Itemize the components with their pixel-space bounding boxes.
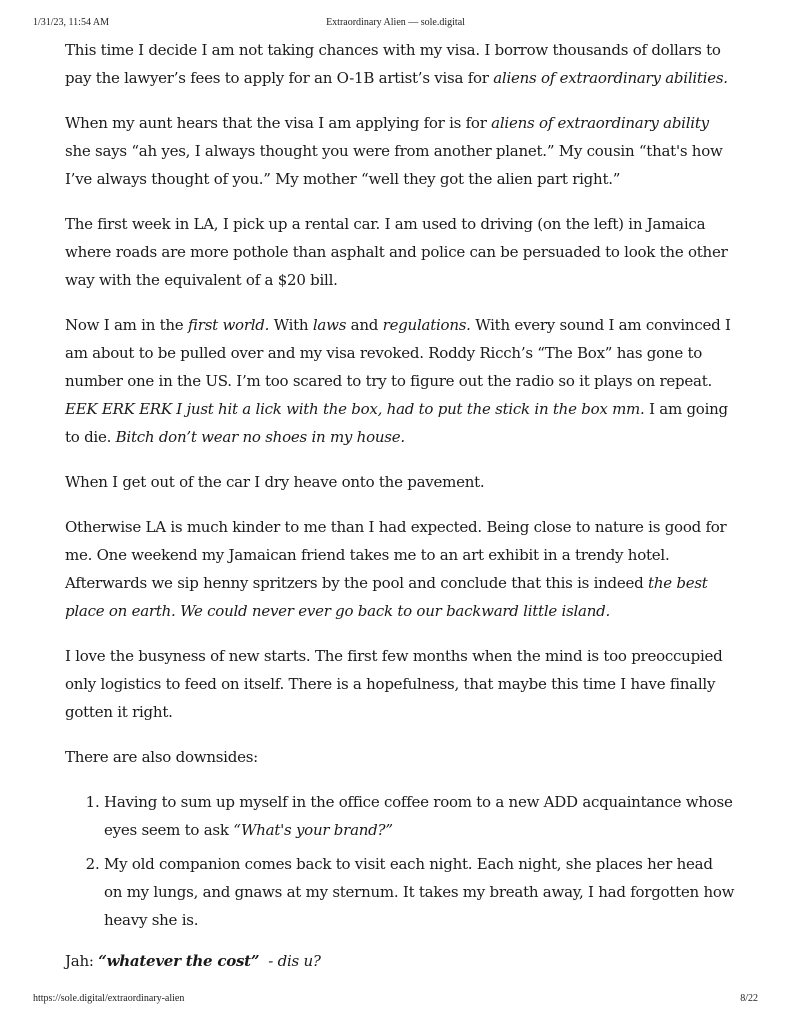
article-body <box>65 36 735 992</box>
emphasis: aliens of extraordinary abilities. <box>493 69 728 87</box>
print-datetime: 1/31/23, 11:54 AM <box>33 17 110 28</box>
print-footer <box>0 993 791 1007</box>
print-url: https://sole.digital/extraordinary-alien <box>33 993 185 1004</box>
emphasis: aliens of extraordinary ability <box>491 114 709 132</box>
paragraph-downsides: There are also downsides: <box>65 748 258 766</box>
emphasis: “What's your brand?” <box>233 821 393 839</box>
paragraph-rental-car: The first week in LA, I pick up a rental car. I am used to driving (on the left) in Jamaica where roads are more pothole than asphalt and police can be persuaded to look the other way with the equivalent of a $20 bill. <box>65 215 728 289</box>
lyrics-quote: Bitch don’t wear no shoes in my house. <box>115 428 405 446</box>
paragraph-jah: Jah: “whatever the cost” - dis u? <box>65 952 321 970</box>
emphasis: first world. <box>187 316 270 334</box>
print-header <box>0 17 791 31</box>
lyrics-quote: EEK ERK ERK I just hit a lick with the box, had to put the stick in the box mm. <box>65 400 645 418</box>
emphasis: laws <box>312 316 347 334</box>
paragraph-la-kinder: Otherwise LA is much kinder to me than I had expected. Being close to nature is good for me. One weekend my Jamaican friend takes me to an art exhibit in a trendy hotel. Afterwards we sip henny spritzers by the pool and conclude that this is indeed the best place on earth. We could never ever go back to our backward little island. <box>65 518 727 620</box>
strong-emphasis: “whatever the cost” <box>98 952 260 970</box>
paragraph-first-world: Now I am in the first world. With laws and regulations. With every sound I am convinced I am about to be pulled over and my visa revoked. Roddy Ricch’s “The Box” has gone to number one in the US. I’m too scared to try to figure out the radio so it plays on repeat. EEK ERK ERK I just hit a lick with the box, had to put the stick in the box mm. I am going to die. Bitch don’t wear no shoes in my house. <box>65 316 731 446</box>
paragraph-new-starts: I love the busyness of new starts. The first few months when the mind is too preoccupied only logistics to feed on itself. There is a hopefulness, that maybe this time I have finally gotten it right. <box>65 647 723 721</box>
emphasis: the best place on earth. We could never ever go back to our backward little island. <box>65 574 708 620</box>
list-item: 1. Having to sum up myself in the office coffee room to a new ADD acquaintance whose eyes seem to ask “What's your brand?” <box>104 788 735 844</box>
emphasis: - dis u? <box>259 952 321 970</box>
page-number: 8/22 <box>740 993 758 1004</box>
paragraph-dry-heave: When I get out of the car I dry heave onto the pavement. <box>65 473 485 491</box>
downsides-list <box>65 788 735 934</box>
paragraph-aunt: When my aunt hears that the visa I am applying for is for aliens of extraordinary ability she says “ah yes, I always thought you were from another planet.” My cousin “that's how I’ve always thought of you.” My mother “well they got the alien part right.” <box>65 114 723 188</box>
paragraph-visa: This time I decide I am not taking chances with my visa. I borrow thousands of dollars to pay the lawyer’s fees to apply for an O-1B artist’s visa for aliens of extraordinary abilities. <box>65 41 728 87</box>
list-item: 2. My old companion comes back to visit each night. Each night, she places her head on my lungs, and gnaws at my sternum. It takes my breath away, I had forgotten how heavy she is. <box>104 850 735 934</box>
print-title: Extraordinary Alien — sole.digital <box>326 17 465 28</box>
emphasis: regulations. <box>382 316 471 334</box>
